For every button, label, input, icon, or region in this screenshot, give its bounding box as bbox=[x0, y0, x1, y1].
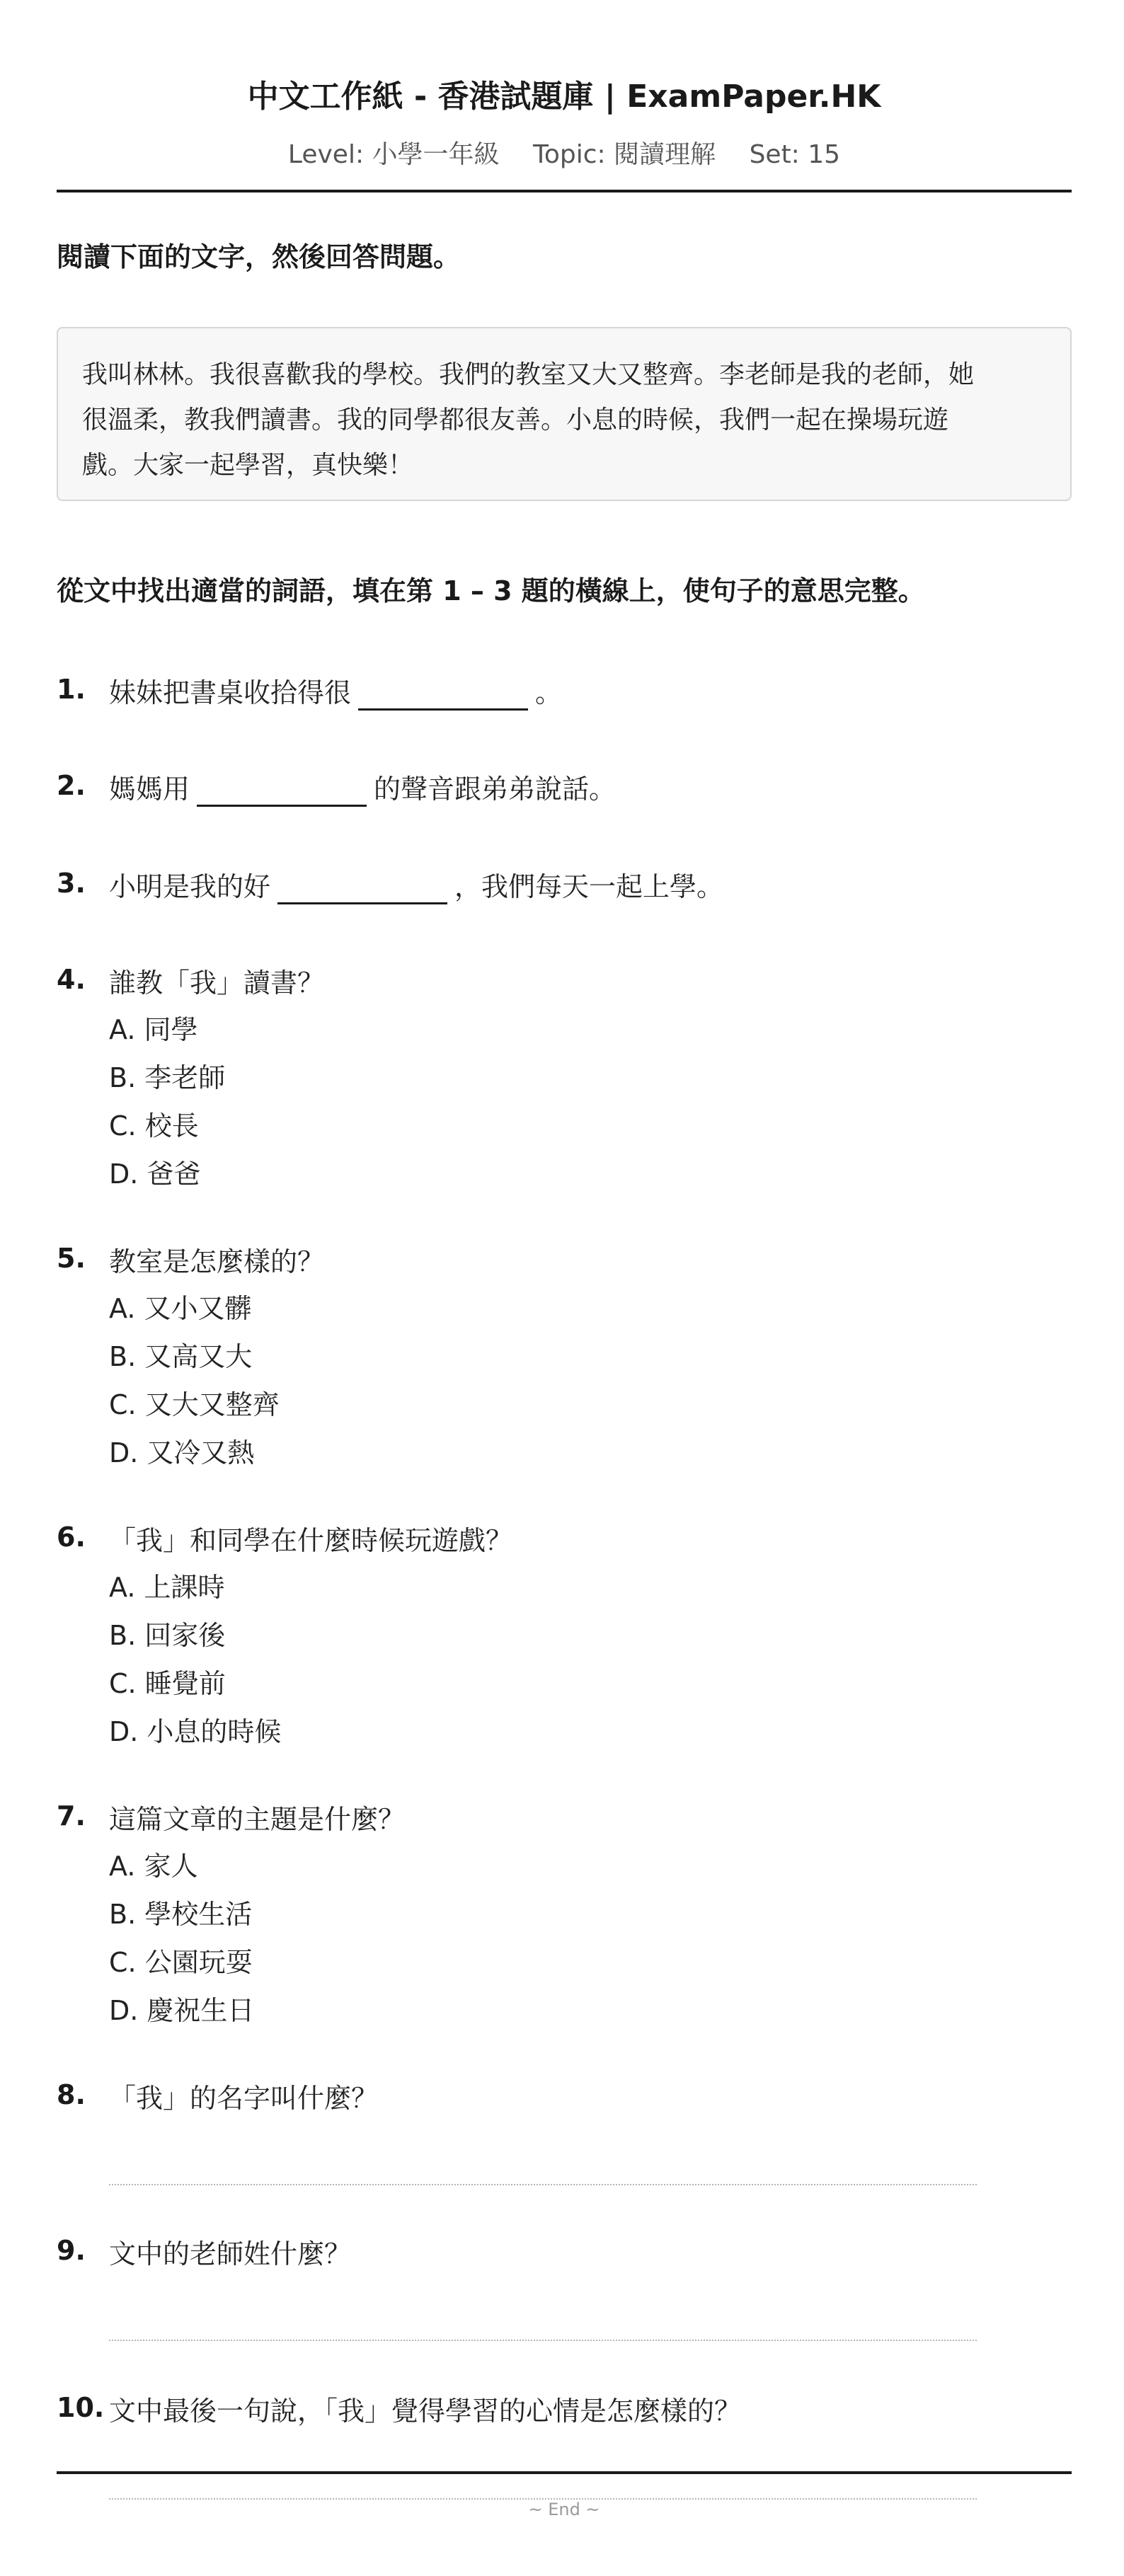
end-marker: ~ End ~ bbox=[528, 2500, 600, 2519]
option-d[interactable]: D. 慶祝生日 bbox=[109, 1995, 255, 2026]
question-number: 10. bbox=[57, 2392, 105, 2423]
answer-line[interactable] bbox=[109, 2340, 977, 2341]
stem-after-blank: ，我們每天一起上學。 bbox=[454, 871, 724, 902]
stem-after-blank: 。 bbox=[535, 677, 563, 708]
question-number: 5. bbox=[57, 1243, 86, 1274]
question-number: 2. bbox=[57, 770, 86, 801]
worksheet-meta bbox=[57, 134, 1072, 171]
stem-before-blank: 妹妹把書桌收拾得很 bbox=[109, 677, 352, 708]
question-number: 1. bbox=[57, 674, 86, 705]
option-d[interactable]: D. 小息的時候 bbox=[109, 1716, 282, 1747]
question-number: 6. bbox=[57, 1522, 86, 1553]
question-stem: 文中最後一句說，「我」覺得學習的心情是怎麼樣的？ bbox=[109, 2396, 742, 2427]
option-c[interactable]: C. 校長 bbox=[109, 1110, 199, 1142]
option-c[interactable]: C. 睡覺前 bbox=[109, 1668, 226, 1699]
option-a[interactable]: A. 同學 bbox=[109, 1014, 198, 1045]
passage-line: 很溫柔，教我們讀書。我的同學都很友善。小息的時候，我們一起在操場玩遊 bbox=[82, 406, 949, 435]
passage-line: 我叫林林。我很喜歡我的學校。我們的教室又大又整齊。李老師是我的老師，她 bbox=[82, 360, 975, 389]
passage-line: 戲。大家一起學習，真快樂！ bbox=[82, 451, 414, 480]
question-stem: 教室是怎麼樣的？ bbox=[109, 1246, 325, 1277]
question-stem: 文中的老師姓什麼？ bbox=[109, 2238, 352, 2270]
option-d[interactable]: D. 又冷又熱 bbox=[109, 1437, 255, 1468]
question-stem: 這篇文章的主題是什麼？ bbox=[109, 1804, 406, 1835]
option-b[interactable]: B. 李老師 bbox=[109, 1062, 226, 1093]
question-stem: 「我」和同學在什麼時候玩遊戲？ bbox=[109, 1525, 513, 1556]
answer-blank[interactable] bbox=[358, 682, 528, 711]
option-a[interactable]: A. 又小又髒 bbox=[109, 1293, 252, 1324]
option-c[interactable]: C. 公園玩耍 bbox=[109, 1947, 253, 1978]
stem-after-blank: 的聲音跟弟弟說話。 bbox=[374, 774, 617, 805]
answer-blank[interactable] bbox=[277, 875, 447, 904]
option-b[interactable]: B. 回家後 bbox=[109, 1620, 226, 1651]
question-number: 9. bbox=[57, 2235, 86, 2266]
level-label: Level: 小學一年級 bbox=[287, 140, 500, 169]
set-label: Set: 15 bbox=[749, 140, 841, 169]
question-number: 3. bbox=[57, 868, 86, 899]
question-number: 7. bbox=[57, 1800, 86, 1832]
option-a[interactable]: A. 家人 bbox=[109, 1851, 198, 1882]
question-stem bbox=[109, 767, 616, 807]
answer-line[interactable] bbox=[109, 2184, 977, 2185]
option-c[interactable]: C. 又大又整齊 bbox=[109, 1389, 280, 1420]
stem-before-blank: 小明是我的好 bbox=[109, 871, 271, 902]
reading-passage bbox=[57, 327, 1072, 501]
question-stem bbox=[109, 865, 723, 904]
question-stem bbox=[109, 671, 562, 711]
header-divider bbox=[57, 190, 1072, 192]
question-stem: 誰教「我」讀書？ bbox=[109, 967, 325, 999]
option-a[interactable]: A. 上課時 bbox=[109, 1572, 225, 1603]
option-b[interactable]: B. 又高又大 bbox=[109, 1341, 253, 1372]
footer-divider bbox=[57, 2471, 1072, 2474]
question-stem: 「我」的名字叫什麼？ bbox=[109, 2083, 379, 2114]
fill-in-instruction: 從文中找出適當的詞語，填在第 1 – 3 題的橫線上，使句子的意思完整。 bbox=[57, 575, 925, 606]
worksheet-title: 中文工作紙 - 香港試題庫 | ExamPaper.HK bbox=[247, 79, 881, 115]
option-d[interactable]: D. 爸爸 bbox=[109, 1158, 201, 1190]
answer-blank[interactable] bbox=[197, 778, 367, 807]
question-number: 8. bbox=[57, 2079, 86, 2110]
question-number: 4. bbox=[57, 964, 86, 995]
topic-label: Topic: 閱讀理解 bbox=[532, 140, 716, 169]
option-b[interactable]: B. 學校生活 bbox=[109, 1899, 253, 1930]
reading-instruction: 閱讀下面的文字，然後回答問題。 bbox=[57, 241, 461, 272]
stem-before-blank: 媽媽用 bbox=[109, 774, 190, 805]
